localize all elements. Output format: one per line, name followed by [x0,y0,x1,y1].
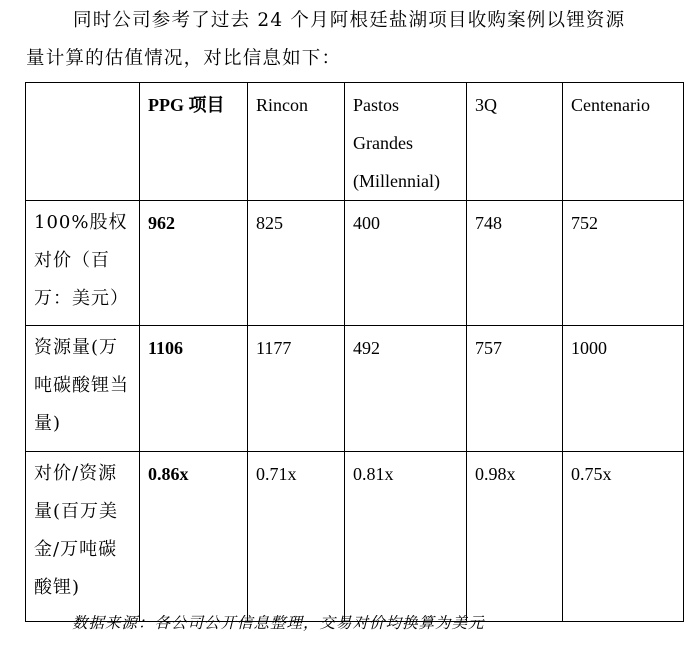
comparison-table [25,82,684,622]
table-cell: 752 [563,201,684,326]
header-cell-rincon: Rincon [248,83,345,201]
header-cell-empty [26,83,140,201]
intro-line-2: 量计算的估值情况，对比信息如下： [26,48,342,69]
table-cell: 748 [467,201,563,326]
header-cell-ppg: PPG 项目 [140,83,248,201]
row-label-price-per-resource: 对价/资源量(百万美金/万吨碳酸锂) [26,452,140,622]
table-row [26,452,684,622]
row-label-equity-price: 100%股权对价（百万：美元） [26,201,140,326]
source-note: 数据来源：各公司公开信息整理，交易对价均换算为美元 [72,614,485,632]
table-row [26,201,684,326]
header-cell-3q: 3Q [467,83,563,201]
table-cell: 1106 [140,326,248,452]
table-cell: 0.75x [563,452,684,622]
table-cell: 0.86x [140,452,248,622]
table-cell: 400 [345,201,467,326]
table-row [26,326,684,452]
table-cell: 962 [140,201,248,326]
header-cell-pastos-grandes: Pastos Grandes (Millennial) [345,83,467,201]
table-cell: 1000 [563,326,684,452]
header-cell-centenario: Centenario [563,83,684,201]
table-cell: 0.71x [248,452,345,622]
row-label-resource: 资源量(万吨碳酸锂当量) [26,326,140,452]
table-header-row [26,83,684,201]
table-cell: 1177 [248,326,345,452]
table-cell: 757 [467,326,563,452]
intro-paragraph [26,2,686,78]
table-cell: 825 [248,201,345,326]
table-cell: 492 [345,326,467,452]
intro-line-1: 同时公司参考了过去 24 个月阿根廷盐湖项目收购案例以锂资源 [73,10,626,31]
table-cell: 0.98x [467,452,563,622]
table-cell: 0.81x [345,452,467,622]
